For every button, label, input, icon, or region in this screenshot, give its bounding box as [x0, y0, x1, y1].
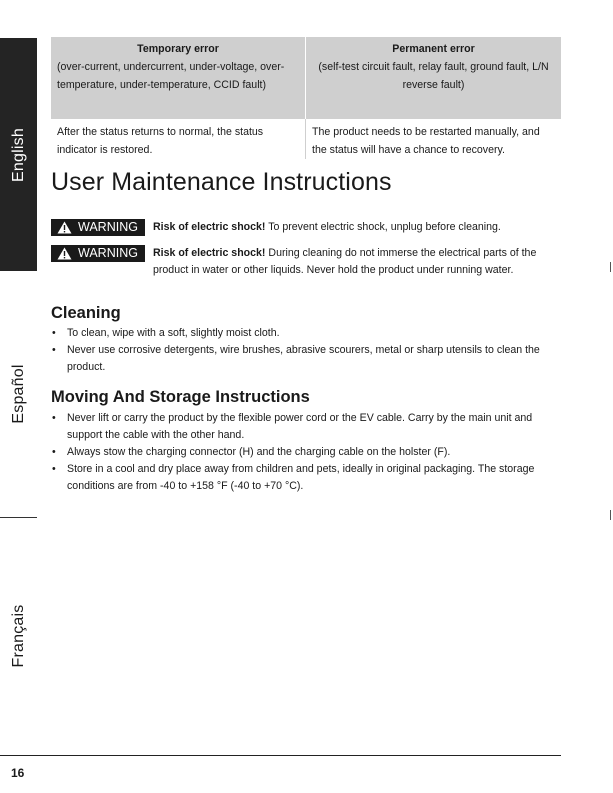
warning-triangle-icon	[57, 247, 72, 260]
warning-text	[153, 219, 563, 236]
error-table	[51, 37, 561, 159]
language-tab-label: Français	[9, 604, 27, 668]
moving-heading: Moving And Storage Instructions	[51, 388, 310, 406]
warning-block	[51, 219, 563, 236]
warning-triangle-icon	[57, 221, 72, 234]
warning-body: During cleaning do not immerse the electrical parts of the product in water or other liquids. Never hold the product under running water.	[153, 247, 537, 276]
crop-mark	[610, 510, 611, 520]
list-item-text: Never use corrosive detergents, wire brushes, abrasive scourers, metal or sharp utensils to clean the product.	[67, 344, 540, 373]
temporary-error-cell	[51, 37, 306, 119]
permanent-recovery-cell: The product needs to be restarted manually, and the status will have a chance to recovery.	[312, 126, 540, 156]
bullet-icon: •	[52, 412, 56, 424]
warning-badge-label: WARNING	[78, 220, 138, 234]
list-item-text: Never lift or carry the product by the flexible power cord or the EV cable. Carry by the main unit and support the cable with the other hand.	[67, 412, 533, 441]
error-table-header-row	[51, 37, 561, 119]
list-item	[51, 325, 563, 342]
language-tab-espanol[interactable]	[0, 271, 37, 517]
list-item-text: Store in a cool and dry place away from children and pets, ideally in original packaging. The storage conditions are from -40 to +158 °F (-40 to +70 °C).	[67, 463, 535, 492]
warning-lead: Risk of electric shock!	[153, 221, 266, 233]
warning-text	[153, 245, 563, 279]
language-tab-label: English	[9, 127, 27, 182]
error-table-recovery-row	[51, 119, 561, 159]
permanent-error-desc: (self-test circuit fault, relay fault, ground fault, L/N reverse fault)	[318, 61, 549, 91]
bullet-icon: •	[52, 327, 56, 339]
temporary-error-desc: (over-current, undercurrent, under-voltage, over-temperature, under-temperature, CCID fault)	[57, 61, 285, 91]
temporary-recovery-cell: After the status returns to normal, the status indicator is restored.	[51, 119, 306, 159]
language-tab-francais[interactable]	[0, 517, 37, 755]
permanent-error-title: Permanent error	[392, 43, 475, 55]
permanent-error-cell	[306, 37, 562, 119]
list-item	[51, 342, 563, 376]
list-item-text: Always stow the charging connector (H) and the charging cable on the holster (F).	[67, 446, 451, 458]
language-tab-label: Español	[9, 364, 27, 424]
cleaning-heading: Cleaning	[51, 304, 121, 322]
list-item	[51, 444, 563, 461]
list-item	[51, 461, 563, 495]
warning-badge	[51, 245, 145, 262]
temporary-error-title: Temporary error	[137, 43, 219, 55]
bullet-icon: •	[52, 446, 56, 458]
language-tab-english[interactable]	[0, 38, 37, 271]
warning-body: To prevent electric shock, unplug before cleaning.	[265, 221, 501, 233]
bullet-icon: •	[52, 463, 56, 475]
footer-divider	[0, 755, 561, 756]
moving-list	[51, 410, 563, 495]
page-title: User Maintenance Instructions	[51, 168, 392, 196]
warning-block	[51, 245, 563, 296]
page-number: 16	[11, 766, 25, 780]
crop-mark	[610, 262, 611, 272]
list-item-text: To clean, wipe with a soft, slightly moist cloth.	[67, 327, 280, 339]
cleaning-list	[51, 325, 563, 376]
bullet-icon: •	[52, 344, 56, 356]
list-item	[51, 410, 563, 444]
warning-badge	[51, 219, 145, 236]
warning-lead: Risk of electric shock!	[153, 247, 266, 259]
warning-badge-label: WARNING	[78, 246, 138, 260]
